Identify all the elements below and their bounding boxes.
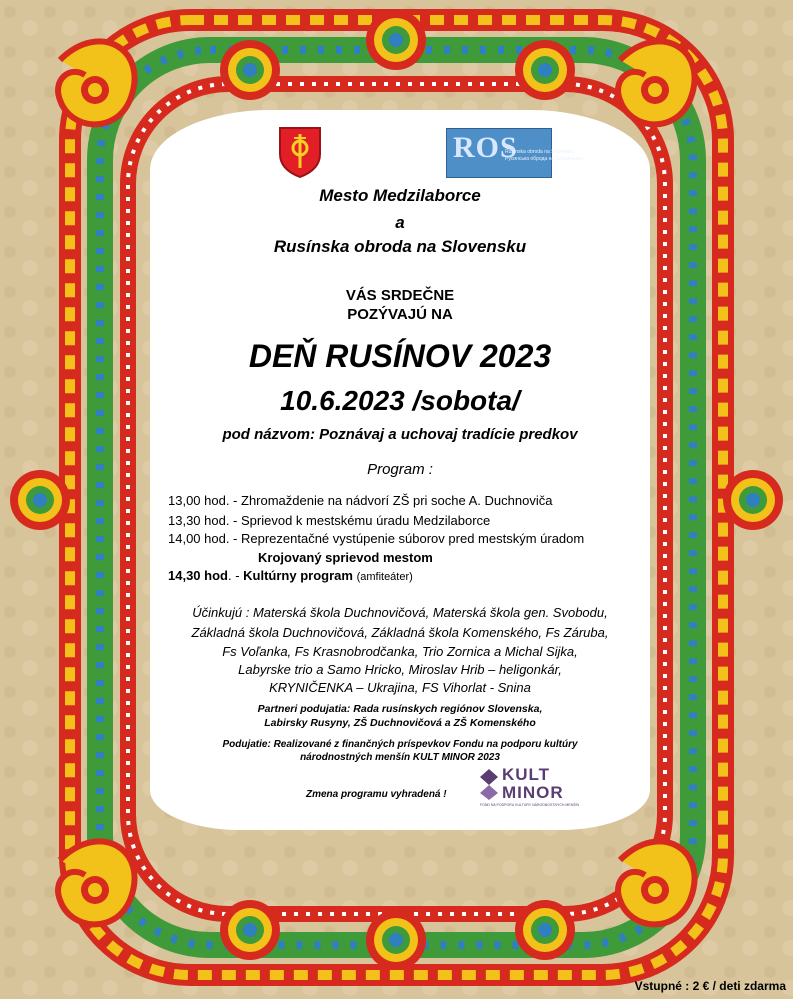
ros-logo-subtitle: Rusínska obroda na Slovensku xyxy=(505,149,575,155)
program-item-time: 14,30 hod xyxy=(168,568,228,583)
medzilaborce-crest-icon xyxy=(278,126,322,178)
organizer-1: Mesto Medzilaborce xyxy=(319,186,481,205)
event-subtitle: pod názvom: Poznávaj a uchovaj tradície predkov xyxy=(222,426,578,443)
program-item-cultural xyxy=(168,568,668,583)
program-item: 13,30 hod. - Sprievod k mestskému úradu Medzilaborce xyxy=(168,513,491,528)
performers-line: Základná škola Duchnovičová, Základná škola Komenského, Fs Záruba, xyxy=(191,625,609,640)
program-item-separator: . - xyxy=(227,568,244,583)
performers-line: Účinkujú : Materská škola Duchnovičová, Materská škola gen. Svobodu, xyxy=(192,605,608,620)
performers-line: Labyrske trio a Samo Hricko, Miroslav Hrib – heligonkár, xyxy=(238,662,562,677)
event-title: DEŇ RUSÍNOV 2023 xyxy=(248,338,552,374)
ros-logo xyxy=(446,128,583,178)
partners-line: Partneri podujatia: Rada rusínskych regiónov Slovenska, xyxy=(257,703,543,715)
program-item-note: (amfiteáter) xyxy=(356,571,413,583)
ros-logo-text: ROS xyxy=(453,131,518,164)
kult-minor-logo xyxy=(476,763,586,813)
support-line: Podujatie: Realizované z finančných príspevkov Fondu na podporu kultúry xyxy=(222,739,578,750)
event-date: 10.6.2023 /sobota/ xyxy=(280,385,520,416)
program-item-procession: Krojovaný sprievod mestom xyxy=(258,550,433,565)
program-item-label: Kultúrny program xyxy=(243,568,353,583)
kult-logo-line-1: KULT xyxy=(502,765,551,784)
invitation-line-1: VÁS SRDEČNE xyxy=(345,287,455,304)
program-heading: Program : xyxy=(367,461,433,478)
kult-logo-subtitle: FOND NA PODPORU KULTÚRY NÁRODNOSTNÝCH MENŠÍN xyxy=(480,803,579,807)
performers-line: KRYNIČENKA – Ukrajina, FS Vihorlat - Snina xyxy=(269,680,531,695)
invitation-line-2: POZÝVAJÚ NA xyxy=(347,306,453,323)
partners-line: Labirsky Rusyny, ZŠ Duchnovičová a ZŠ Komenského xyxy=(264,717,536,729)
organizer-conjunction: a xyxy=(395,213,405,232)
ros-logo-subtitle-cyrillic: Русинська оброда на Словеньску xyxy=(505,156,583,162)
support-line: národnostných menšín KULT MINOR 2023 xyxy=(300,752,500,763)
kult-minor-emblem-icon xyxy=(478,767,500,801)
kult-logo-line-2: MINOR xyxy=(502,783,564,802)
change-note: Zmena programu vyhradená ! xyxy=(306,789,447,800)
organizer-2: Rusínska obroda na Slovensku xyxy=(273,237,527,256)
admission-price: Vstupné : 2 € / deti zdarma xyxy=(634,979,786,993)
program-item: 13,00 hod. - Zhromaždenie na nádvorí ZŠ pri soche A. Duchnoviča xyxy=(168,493,553,508)
performers-line: Fs Voľanka, Fs Krasnobrodčanka, Trio Zornica a Michal Sijka, xyxy=(222,644,578,659)
program-item: 14,00 hod. - Reprezentačné vystúpenie súborov pred mestským úradom xyxy=(168,531,585,546)
